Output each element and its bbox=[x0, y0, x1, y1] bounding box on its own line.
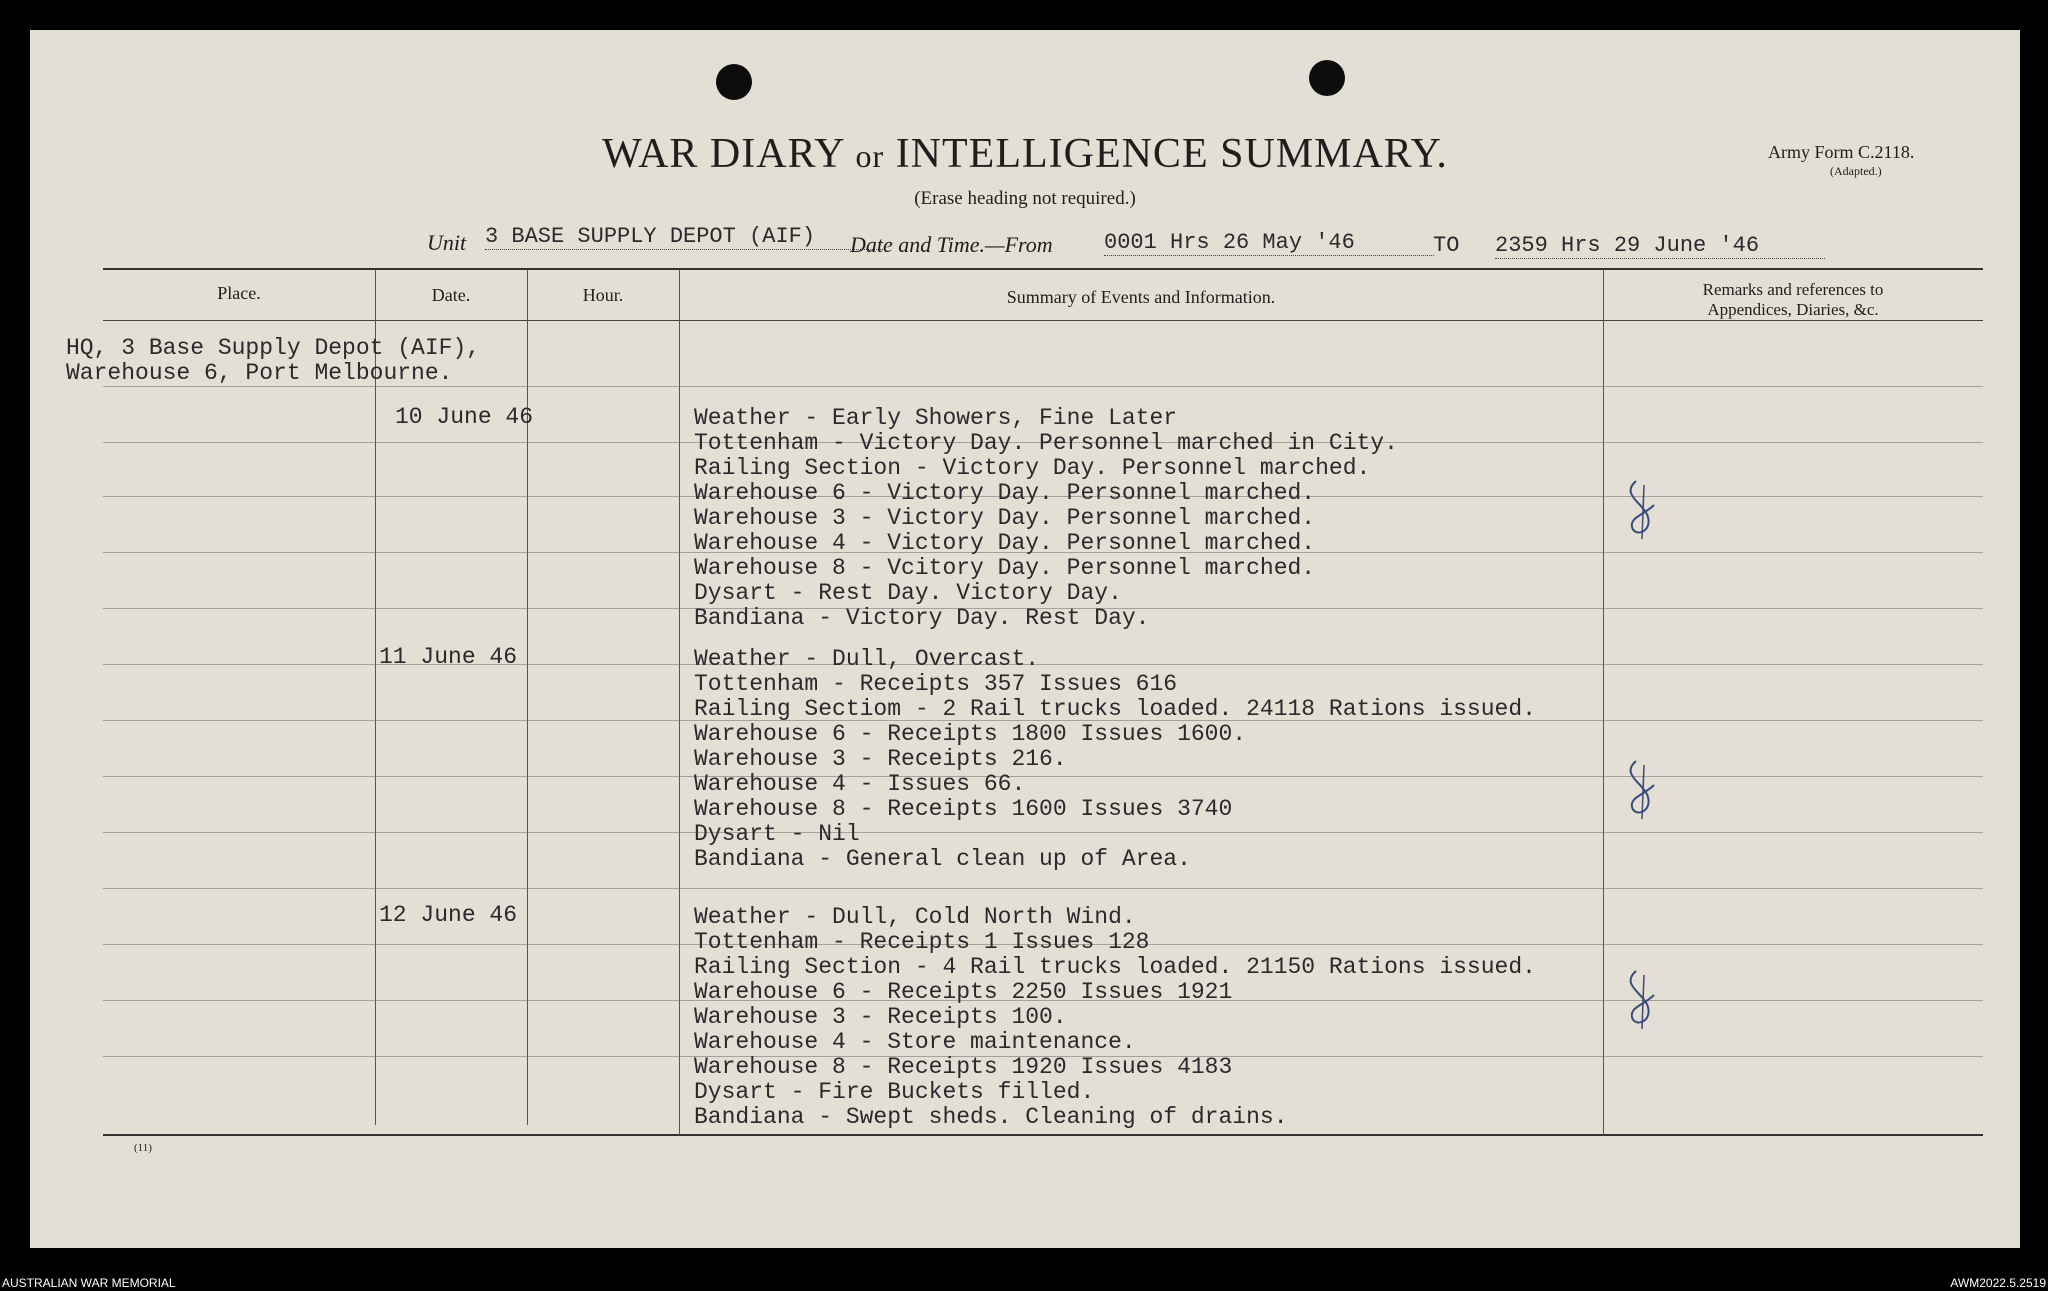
adapted-label: (Adapted.) bbox=[1830, 164, 1882, 178]
column-divider-place-date bbox=[375, 270, 376, 1125]
diary-sheet bbox=[30, 30, 2020, 1248]
unit-label: Unit bbox=[427, 230, 467, 255]
row-rule bbox=[103, 888, 1983, 889]
summary-line: Railing Section - 4 Rail trucks loaded. 21150 Rations issued. bbox=[694, 954, 1536, 980]
summary-line: Bandiana - General clean up of Area. bbox=[694, 846, 1191, 872]
summary-line: Warehouse 8 - Vcitory Day. Personnel marched. bbox=[694, 555, 1316, 581]
entry-date: 12 June 46 bbox=[379, 902, 518, 928]
handwritten-initials bbox=[1614, 475, 1674, 545]
column-header-hour: Hour. bbox=[582, 285, 624, 305]
date-time-label: Date and Time.—From bbox=[850, 232, 1053, 257]
summary-line: Railing Section - Victory Day. Personnel marched. bbox=[694, 455, 1371, 481]
title-intelligence-summary: INTELLIGENCE SUMMARY. bbox=[895, 131, 1448, 177]
handwritten-initials bbox=[1614, 965, 1674, 1035]
column-divider-hour-summary bbox=[679, 270, 680, 1135]
to-value: 2359 Hrs 29 June '46 bbox=[1495, 233, 1825, 259]
punch-hole-right bbox=[1309, 60, 1345, 96]
form-number: (11) bbox=[134, 1142, 152, 1154]
column-divider-date-hour bbox=[527, 270, 528, 1125]
summary-line: Dysart - Fire Buckets filled. bbox=[694, 1079, 1095, 1105]
remarks-header-line-2: Appendices, Diaries, &c. bbox=[1707, 300, 1879, 319]
summary-line: Weather - Early Showers, Fine Later bbox=[694, 405, 1178, 431]
summary-line: Warehouse 4 - Issues 66. bbox=[694, 771, 1026, 797]
summary-line: Dysart - Rest Day. Victory Day. bbox=[694, 580, 1122, 606]
footer-institution: AUSTRALIAN WAR MEMORIAL bbox=[2, 1276, 176, 1290]
handwritten-initials bbox=[1614, 755, 1674, 825]
entry-date: 11 June 46 bbox=[379, 644, 518, 670]
footer-reference: AWM2022.5.2519 bbox=[1950, 1276, 2046, 1290]
summary-line: Warehouse 3 - Receipts 100. bbox=[694, 1004, 1067, 1030]
diary-title bbox=[30, 130, 2020, 178]
table-bottom-border bbox=[103, 1134, 1983, 1136]
summary-line: Warehouse 6 - Victory Day. Personnel marched. bbox=[694, 480, 1316, 506]
summary-line: Weather - Dull, Cold North Wind. bbox=[694, 904, 1136, 930]
punch-hole-left bbox=[716, 64, 752, 100]
army-form-label: Army Form C.2118. bbox=[1768, 142, 1915, 162]
summary-line: Warehouse 4 - Store maintenance. bbox=[694, 1029, 1136, 1055]
entry-summary bbox=[694, 647, 1536, 872]
place-line-2: Warehouse 6, Port Melbourne. bbox=[66, 360, 453, 386]
summary-line: Warehouse 4 - Victory Day. Personnel marched. bbox=[694, 530, 1316, 556]
title-or: or bbox=[855, 138, 885, 174]
summary-line: Bandiana - Victory Day. Rest Day. bbox=[694, 605, 1150, 631]
summary-line: Bandiana - Swept sheds. Cleaning of drains. bbox=[694, 1104, 1288, 1130]
column-divider-summary-remarks bbox=[1603, 270, 1604, 1135]
column-header-date: Date. bbox=[431, 285, 471, 305]
summary-line: Warehouse 8 - Receipts 1600 Issues 3740 bbox=[694, 796, 1233, 822]
table-header-border bbox=[103, 320, 1983, 321]
row-rule bbox=[103, 386, 1983, 387]
summary-line: Warehouse 6 - Receipts 1800 Issues 1600. bbox=[694, 721, 1247, 747]
remarks-header-line-1: Remarks and references to bbox=[1702, 280, 1884, 299]
summary-line: Warehouse 3 - Victory Day. Personnel marched. bbox=[694, 505, 1316, 531]
summary-line: Warehouse 8 - Receipts 1920 Issues 4183 bbox=[694, 1054, 1233, 1080]
place-line-1: HQ, 3 Base Supply Depot (AIF), bbox=[66, 335, 481, 361]
summary-line: Railing Sectiom - 2 Rail trucks loaded. 24118 Rations issued. bbox=[694, 696, 1536, 722]
entry-summary bbox=[694, 905, 1536, 1130]
summary-line: Warehouse 3 - Receipts 216. bbox=[694, 746, 1067, 772]
unit-value: 3 BASE SUPPLY DEPOT (AIF) bbox=[485, 224, 885, 250]
summary-line: Tottenham - Receipts 1 Issues 128 bbox=[694, 929, 1150, 955]
summary-line: Tottenham - Victory Day. Personnel marched in City. bbox=[694, 430, 1398, 456]
column-header-place: Place. bbox=[217, 283, 261, 303]
from-value: 0001 Hrs 26 May '46 bbox=[1104, 230, 1434, 256]
summary-line: Warehouse 6 - Receipts 2250 Issues 1921 bbox=[694, 979, 1233, 1005]
title-war-diary: WAR DIARY bbox=[602, 131, 845, 177]
entry-date: 10 June 46 bbox=[395, 404, 534, 430]
summary-line: Dysart - Nil bbox=[694, 821, 860, 847]
column-header-remarks bbox=[1603, 280, 1983, 320]
column-header-summary: Summary of Events and Information. bbox=[1006, 287, 1276, 307]
to-label: TO bbox=[1433, 233, 1460, 258]
summary-line: Weather - Dull, Overcast. bbox=[694, 646, 1040, 672]
summary-line: Tottenham - Receipts 357 Issues 616 bbox=[694, 671, 1178, 697]
subtitle: (Erase heading not required.) bbox=[914, 188, 1136, 209]
table-top-border bbox=[103, 268, 1983, 270]
entry-summary bbox=[694, 406, 1398, 631]
